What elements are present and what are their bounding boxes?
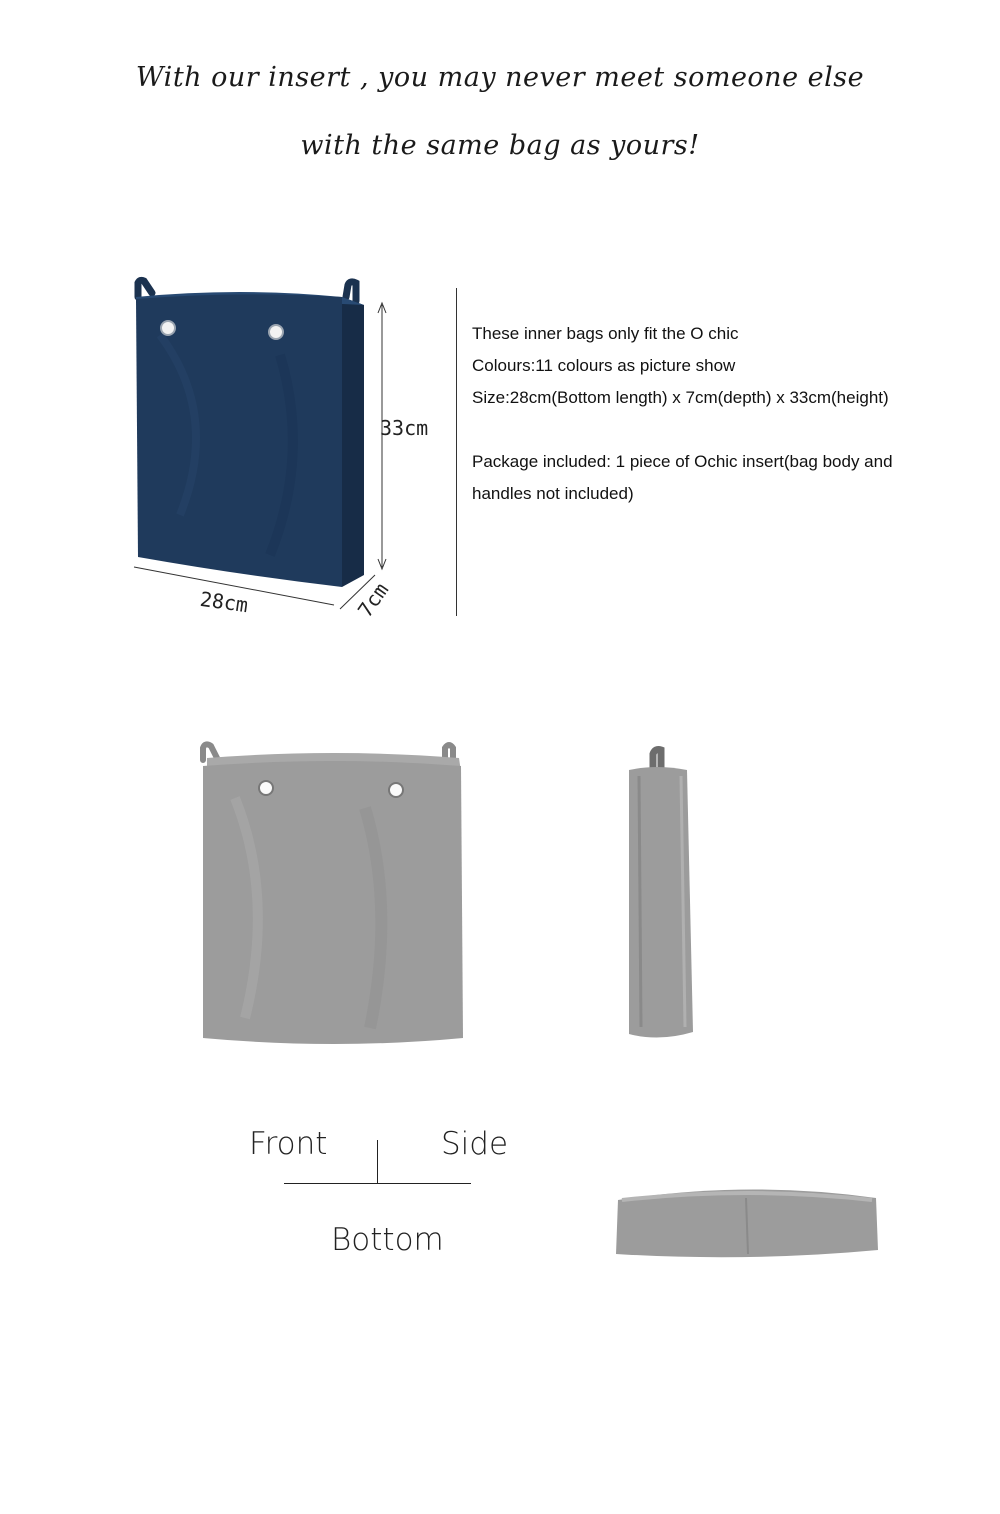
bag-handle-right <box>346 282 356 301</box>
label-divider-horizontal <box>284 1183 471 1184</box>
navy-insert-bag-image <box>120 275 440 625</box>
label-divider-vertical <box>377 1140 378 1184</box>
tagline-line-1: With our insert , you may never meet someone else <box>135 62 865 93</box>
grommet-right <box>269 325 283 339</box>
depth-label: 7cm <box>352 578 394 622</box>
grommet-left <box>161 321 175 335</box>
spec-package-cont: handles not included) <box>472 484 634 503</box>
bag-handle-left <box>138 280 152 297</box>
length-label: 28cm <box>198 586 250 618</box>
grey-insert-front-image <box>195 738 475 1058</box>
tagline-line-2: with the same bag as yours! <box>300 130 700 161</box>
spec-fit: These inner bags only fit the O chic <box>472 324 739 343</box>
grey-insert-bottom-image <box>608 1178 888 1268</box>
grommet-right <box>389 783 403 797</box>
grey-insert-side-image <box>615 742 705 1047</box>
spec-size: Size:28cm(Bottom length) x 7cm(depth) x 33cm(height) <box>472 388 889 407</box>
front-view-label: Front <box>249 1126 328 1162</box>
bottom-view-label: Bottom <box>331 1222 444 1258</box>
spec-block <box>472 318 952 510</box>
grommet-left <box>259 781 273 795</box>
side-view-label: Side <box>441 1126 509 1162</box>
spec-divider <box>456 288 457 616</box>
spec-package: Package included: 1 piece of Ochic insert(bag body and <box>472 452 893 471</box>
spec-colours: Colours:11 colours as picture show <box>472 356 736 375</box>
height-label: 33cm <box>380 416 429 440</box>
